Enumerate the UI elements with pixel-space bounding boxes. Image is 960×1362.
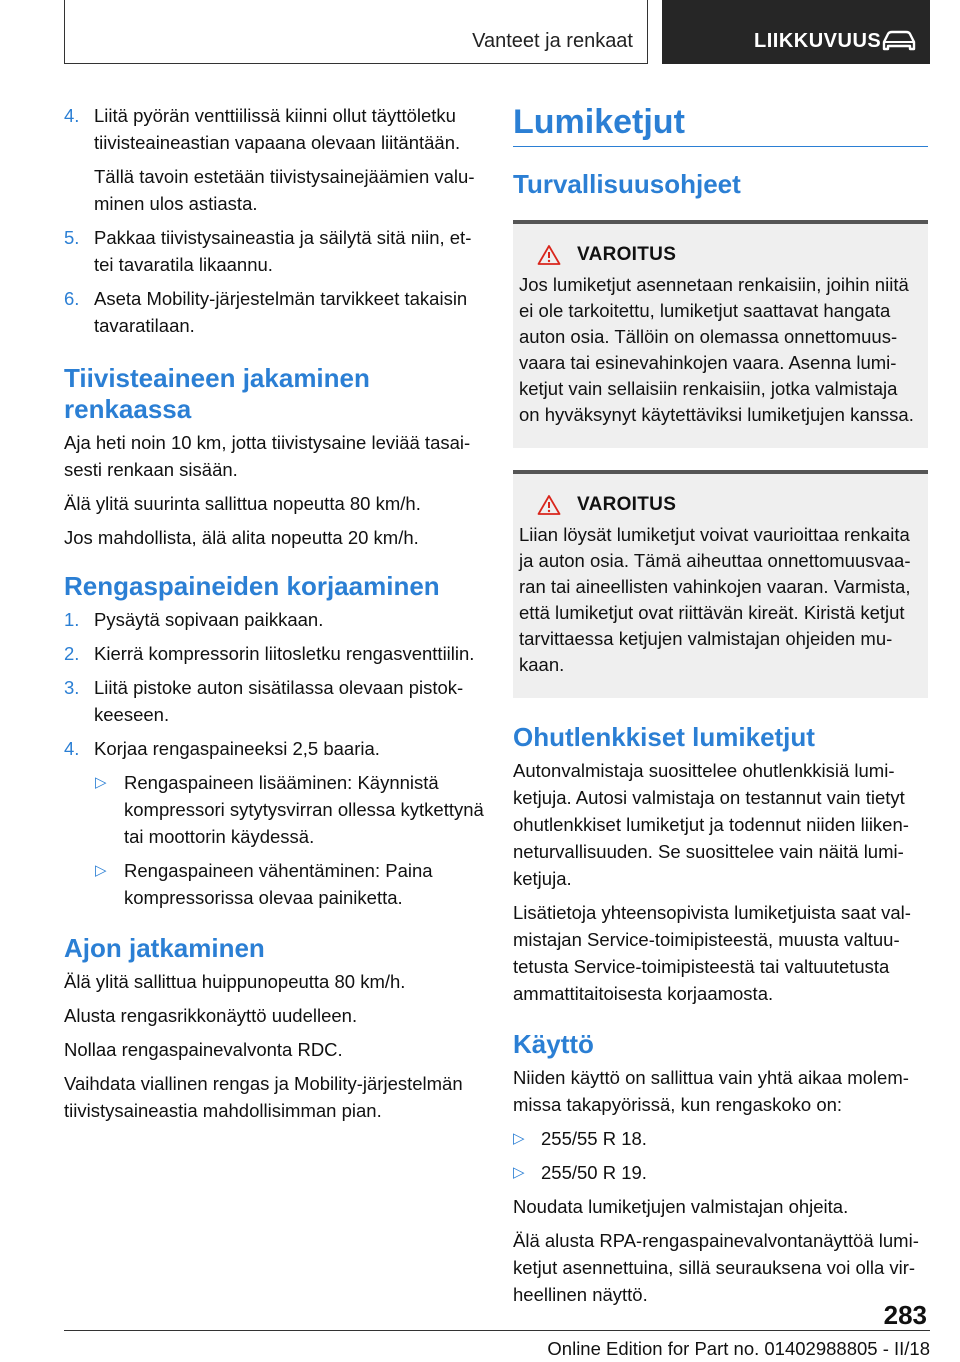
page-number: 283 [883, 1300, 927, 1330]
warning-box [513, 220, 928, 448]
warning-label: VAROITUS [577, 494, 677, 515]
warning-text: Jos lumiketjut asennetaan renkaisiin, joihin niitä ei ole tarkoitettu, lumiketjut saattavat hangata auton osia. Tällöin on olemassa onnettomuusvaara tai esinevahinkojen vaara. Asenna lumiketjut vain sellaisiin renkaisiin, jotka valmistaja on hyväksynyt käytettäviksi lumiketjujen kanssa. [519, 274, 914, 425]
paragraph: Älä ylitä sallittua huippunopeutta 80 km/h. [64, 971, 406, 992]
car-icon [880, 30, 918, 52]
step-text: Liitä pistoke auton sisätilassa olevaan pistokkeeseen. [94, 677, 464, 725]
header-section-title: Vanteet ja renkaat [472, 30, 633, 52]
warning-triangle-icon [537, 244, 561, 266]
header-section-tab[interactable] [64, 0, 648, 64]
triangle-bullet-icon: ▷ [513, 1130, 525, 1147]
footer-divider [64, 1330, 930, 1331]
step-text: Aseta Mobility-järjestelmän tarvikkeet takaisin tavaratilaan. [94, 288, 468, 336]
paragraph: Jos mahdollista, älä alita nopeutta 20 km/h. [64, 527, 419, 548]
step-number: 2. [64, 643, 80, 664]
sub-item-text: Rengaspaineen lisääminen: Käynnistä kompressori sytytysvirran ollessa kytkettynä tai moottorin käydessä. [124, 772, 484, 847]
warning-label: VAROITUS [577, 244, 677, 265]
heading-use: Käyttö [513, 1029, 594, 1059]
list-item [64, 285, 484, 339]
step-text: Liitä pyörän venttiilissä kiinni ollut täyttöletku tiivisteaineastian vapaana olevaan liitäntään. [94, 105, 461, 153]
step-text: Pakkaa tiivistysaineastia ja säilytä sitä niin, ettei tavaratila likaannu. [94, 227, 472, 275]
step-text: Kierrä kompressorin liitosletku rengasventtiilin. [94, 643, 475, 664]
header-chapter-title: LIIKKUVUUS [754, 30, 882, 52]
warning-text: Liian löysät lumiketjut voivat vaurioittaa renkaita ja auton osia. Tämä aiheuttaa onnettomuusvaaran tai aineellisten vahinkojen vaaran. Varmista, että lumiketjut ovat riittävän kireät. Kiristä ketjut tarvittaessa ketjujen valmistajan ohjeiden mukaan. [519, 524, 911, 675]
paragraph: Älä ylitä suurinta sallittua nopeutta 80 km/h. [64, 493, 421, 514]
list-item [64, 224, 484, 278]
triangle-bullet-icon: ▷ [95, 774, 107, 791]
paragraph: Noudata lumiketjujen valmistajan ohjeita. [513, 1196, 849, 1217]
paragraph: Niiden käyttö on sallittua vain yhtä aikaa molemmissa takapyörissä, kun rengaskoko on: [513, 1067, 909, 1115]
footer-edition: Online Edition for Part no. 01402988805 - II/18 [547, 1338, 930, 1359]
step-number: 4. [64, 738, 80, 759]
heading-safety: Turvallisuusohjeet [513, 169, 741, 199]
warning-triangle-icon [537, 494, 561, 516]
step-number: 1. [64, 609, 80, 630]
list-item [64, 735, 484, 762]
triangle-bullet-icon: ▷ [95, 862, 107, 879]
step-number: 3. [64, 677, 80, 698]
paragraph: Lisätietoja yhteensopivista lumiketjuista saat valmistajan Service-toimipisteestä, muusta valtuutetusta Service-toimipisteestä tai valtuutetusta ammattitaitoisesta korjaamosta. [513, 902, 911, 1004]
list-item [64, 640, 484, 667]
step-number: 5. [64, 227, 80, 248]
step-number: 4. [64, 105, 80, 126]
warning-box [513, 470, 928, 698]
heading-pressure-correction: Rengaspaineiden korjaaminen [64, 571, 440, 601]
step-note: Tällä tavoin estetään tiivistysainejäämien valuminen ulos astiasta. [94, 166, 475, 214]
list-item [64, 606, 484, 633]
step-text: Korjaa rengaspaineeksi 2,5 baaria. [94, 738, 380, 759]
tire-size: 255/55 R 18. [541, 1128, 647, 1149]
paragraph: Aja heti noin 10 km, jotta tiivistysaine leviää tasaisesti renkaan sisään. [64, 432, 471, 480]
triangle-bullet-icon: ▷ [513, 1164, 525, 1181]
list-item [513, 1125, 928, 1152]
step-number: 6. [64, 288, 80, 309]
list-item [64, 102, 484, 156]
chapter-title: Lumiketjut [513, 102, 928, 147]
warning-header [519, 494, 922, 516]
right-column [513, 102, 928, 1315]
paragraph: Vaihdata viallinen rengas ja Mobility-järjestelmän tiivistysaineastia mahdollisimman pian. [64, 1073, 463, 1121]
paragraph: Älä alusta RPA-rengaspainevalvontanäyttöä lumiketjut asennettuina, sillä seurauksena voi olla virheellinen näyttö. [513, 1230, 919, 1305]
header-chapter-tab[interactable] [662, 0, 930, 64]
sub-item-text: Rengaspaineen vähentäminen: Paina kompressorissa olevaa painiketta. [124, 860, 433, 908]
tire-size: 255/50 R 19. [541, 1162, 647, 1183]
heading-sealant-distribution: Tiivisteaineen jakaminen renkaassa [64, 363, 370, 424]
paragraph: Alusta rengasrikkonäyttö uudelleen. [64, 1005, 358, 1026]
step-text: Pysäytä sopivaan paikkaan. [94, 609, 324, 630]
heading-continue-driving: Ajon jatkaminen [64, 933, 265, 963]
list-item [513, 1159, 928, 1186]
sub-list-item [64, 857, 484, 911]
warning-header [519, 244, 922, 266]
paragraph: Nollaa rengaspainevalvonta RDC. [64, 1039, 343, 1060]
list-item [64, 674, 484, 728]
left-column [64, 102, 484, 1131]
paragraph: Autonvalmistaja suosittelee ohutlenkkisiä lumiketjuja. Autosi valmistaja on testannut vain tietyt ohutlenkkiset lumiketjut ja todennut niiden liikenneturvallisuuden. Se suosittelee vain näitä lumiketjuja. [513, 760, 909, 889]
sub-list-item [64, 769, 484, 850]
heading-thin-link-chains: Ohutlenkkiset lumiketjut [513, 722, 815, 752]
